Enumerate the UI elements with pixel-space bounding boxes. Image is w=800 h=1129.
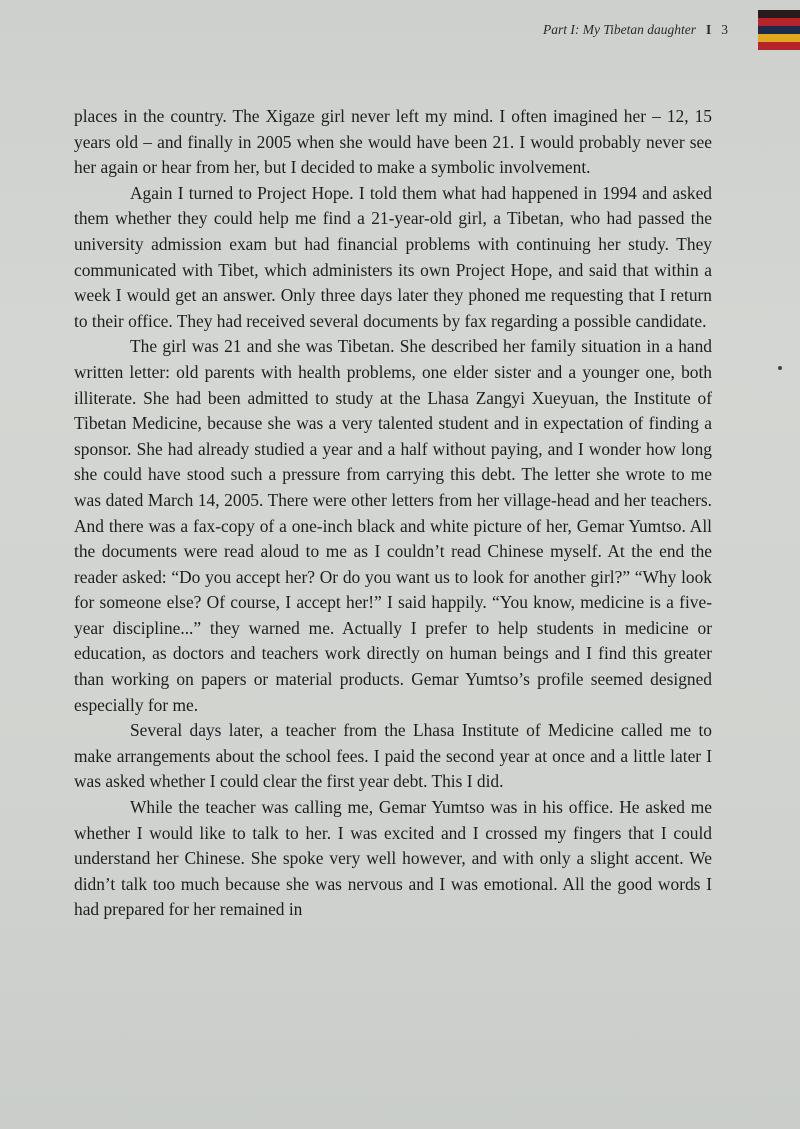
- stripe: [758, 42, 800, 50]
- paragraph: Several days later, a teacher from the Lhasa Institute of Medicine called me to make arrangements about the school fees. I paid the second year at once and a little later I was asked whether I could clear the first year debt. This I did.: [74, 720, 712, 792]
- margin-speck: [778, 366, 782, 370]
- stripe: [758, 26, 800, 34]
- stripe: [758, 10, 800, 18]
- running-header: [543, 22, 728, 38]
- page-number: 3: [721, 22, 728, 37]
- color-stripes: [758, 10, 800, 50]
- paragraph: While the teacher was calling me, Gemar Yumtso was in his office. He asked me whether I would like to talk to her. I was excited and I crossed my fingers that I could understand her Chinese. She spoke very well however, and with only a slight accent. We didn’t talk too much because she was nervous and I was emotional. All the good words I had prepared for her remained in: [74, 797, 712, 920]
- stripe: [758, 34, 800, 42]
- body-text: [74, 104, 712, 923]
- running-title: Part I: My Tibetan daughter: [543, 22, 696, 37]
- header-separator: I: [705, 22, 712, 37]
- paragraph: The girl was 21 and she was Tibetan. She described her family situation in a hand written letter: old parents with health problems, one elder sister and a younger one, both illiterate. She had been admitted to study at the Lhasa Zangyi Xueyuan, the Institute of Tibetan Medicine, because she was a very talented student and in expectation of finding a sponsor. She had already studied a year and a half without paying, and I wonder how long she could have stood such a pressure from carrying this debt. The letter she wrote to me was dated March 14, 2005. There were other letters from her village-head and her teachers. And there was a fax-copy of a one-inch black and white picture of her, Gemar Yumtso. All the documents were read aloud to me as I couldn’t read Chinese myself. At the end the reader asked: “Do you accept her? Or do you want us to look for another girl?” “Why look for someone else? Of course, I accept her!” I said happily. “You know, medicine is a five-year discipline...” they warned me. Actually I prefer to help students in medicine or education, as doctors and teachers work directly on human beings and I find this greater than working on papers or material products. Gemar Yumtso’s profile seemed designed especially for me.: [74, 336, 712, 715]
- paragraph: Again I turned to Project Hope. I told them what had happened in 1994 and asked them whether they could help me find a 21-year-old girl, a Tibetan, who had passed the university admission exam but had financial problems with continuing her study. They communicated with Tibet, which administers its own Project Hope, and said that within a week I would get an answer. Only three days later they phoned me requesting that I return to their office. They had received several documents by fax regarding a possible candidate.: [74, 182, 712, 331]
- paragraph: places in the country. The Xigaze girl never left my mind. I often imagined her – 12, 15 years old – and finally in 2005 when she would have been 21. I would probably never see her again or hear from her, but I decided to make a symbolic involvement.: [74, 106, 712, 178]
- stripe: [758, 18, 800, 26]
